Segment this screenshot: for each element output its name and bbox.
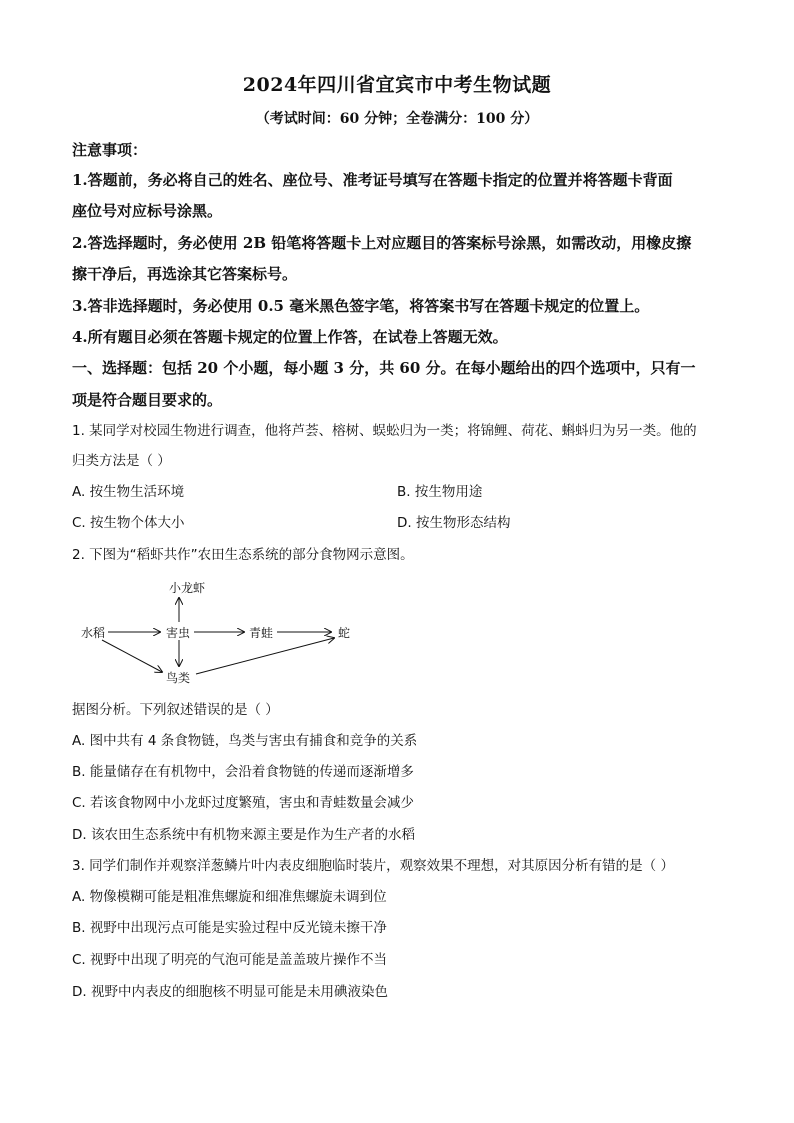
q1-option-d: D. 按生物形态结构	[397, 515, 511, 531]
note-1-line-1: 1.答题前，务必将自己的姓名、座位号、准考证号填写在答题卡指定的位置并将答题卡背面	[72, 171, 673, 189]
section-heading-line-2: 项是符合题目要求的。	[72, 391, 223, 409]
node-pest: 害虫	[166, 626, 191, 640]
q3-stem: 3. 同学们制作并观察洋葱鳞片叶内表皮细胞临时装片，观察效果不理想，对其原因分析有错的是（ ）	[72, 858, 674, 874]
q1-option-b: B. 按生物用途	[397, 484, 483, 500]
note-2-line-2: 擦干净后，再选涂其它答案标号。	[72, 265, 298, 283]
q3-option-d: D. 视野中内表皮的细胞核不明显可能是未用碘液染色	[72, 984, 388, 1000]
q2-option-c: C. 若该食物网中小龙虾过度繁殖，害虫和青蛙数量会减少	[72, 795, 415, 811]
q2-stem: 2. 下图为“稻虾共作”农田生态系统的部分食物网示意图。	[72, 547, 414, 563]
section-heading-line-1: 一、选择题：包括 20 个小题，每小题 3 分，共 60 分。在每小题给出的四个选项中，只有一	[72, 359, 696, 377]
notes-heading: 注意事项：	[72, 141, 148, 159]
arrow-rice-to-birds	[102, 640, 162, 672]
q3-option-b: B. 视野中出现污点可能是实验过程中反光镜未擦干净	[72, 920, 387, 936]
q3-option-a: A. 物像模糊可能是粗准焦螺旋和细准焦螺旋未调到位	[72, 889, 387, 905]
q3-option-c: C. 视野中出现了明亮的气泡可能是盖盖玻片操作不当	[72, 952, 388, 968]
note-4: 4.所有题目必须在答题卡规定的位置上作答，在试卷上答题无效。	[72, 328, 508, 346]
q2-option-a: A. 图中共有 4 条食物链，鸟类与害虫有捕食和竞争的关系	[72, 733, 418, 749]
q1-option-a: A. 按生物生活环境	[72, 484, 185, 500]
exam-info: （考试时间：60 分钟；全卷满分：100 分）	[255, 111, 539, 127]
q2-option-d: D. 该农田生态系统中有机物来源主要是作为生产者的水稻	[72, 827, 415, 843]
note-1-line-2: 座位号对应标号涂黑。	[72, 202, 223, 220]
note-2-line-1: 2.答选择题时，务必使用 2B 铅笔将答题卡上对应题目的答案标号涂黑，如需改动，用橡皮擦	[72, 234, 692, 252]
q1-option-c: C. 按生物个体大小	[72, 515, 185, 531]
q1-stem-line-2: 归类方法是（ ）	[72, 453, 171, 469]
q2-ask: 据图分析。下列叙述错误的是（ ）	[72, 702, 279, 718]
arrow-birds-to-snake	[196, 638, 334, 674]
page-title: 2024年四川省宜宾市中考生物试题	[242, 74, 552, 96]
node-snake: 蛇	[338, 626, 351, 640]
q2-option-b: B. 能量储存在有机物中，会沿着食物链的传递而逐渐增多	[72, 764, 414, 780]
q1-stem-line-1: 1. 某同学对校园生物进行调查，他将芦荟、榕树、蜈蚣归为一类；将锦鲤、荷花、蝌蚪归为另一类。他的	[72, 423, 697, 439]
node-crayfish: 小龙虾	[169, 581, 206, 595]
node-rice: 水稻	[81, 626, 106, 640]
node-frog: 青蛙	[249, 626, 274, 640]
food-web-diagram	[72, 574, 372, 694]
node-birds: 鸟类	[166, 671, 191, 685]
note-3: 3.答非选择题时，务必使用 0.5 毫米黑色签字笔，将答案书写在答题卡规定的位置上。	[72, 297, 650, 315]
